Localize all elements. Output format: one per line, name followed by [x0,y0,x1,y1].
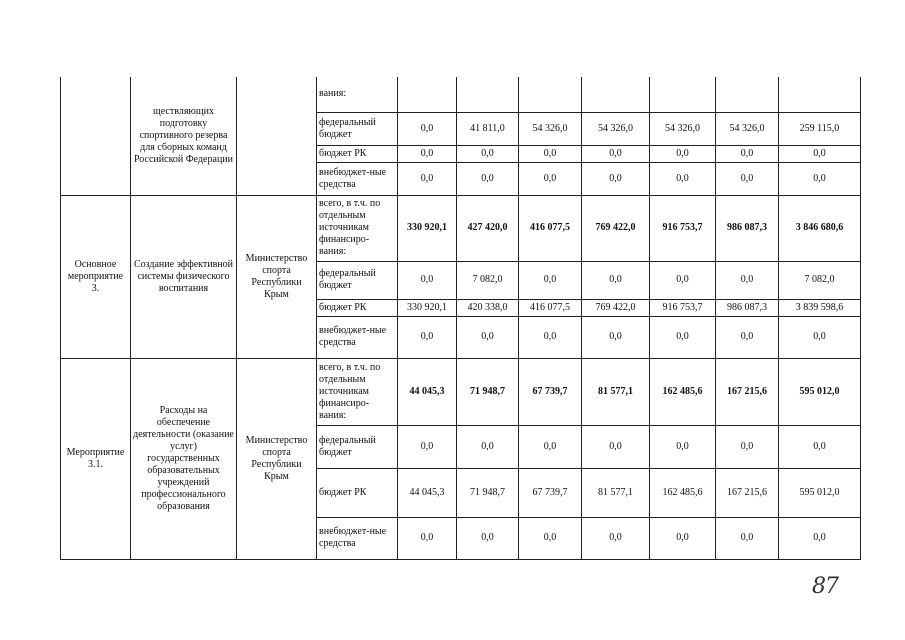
handwritten-page-number: 87 [812,574,838,599]
value-cell: 0,0 [650,162,716,195]
value-cell: 0,0 [779,517,861,559]
value-cell: 595 012,0 [779,468,861,517]
value-cell: 0,0 [457,316,519,358]
source-cell: внебюджет-ные средства [317,316,398,358]
value-cell: 0,0 [716,261,779,299]
value-cell: 0,0 [582,145,650,162]
value-cell: 595 012,0 [779,358,861,425]
value-cell: 420 338,0 [457,299,519,316]
executor-cell [237,77,317,195]
source-cell: бюджет РК [317,145,398,162]
source-cell: всего, в т.ч. по отдельным источникам финансиро-вания: [317,358,398,425]
value-cell: 0,0 [398,145,457,162]
value-cell: 330 920,1 [398,195,457,261]
value-cell [779,77,861,112]
value-cell: 0,0 [519,316,582,358]
value-cell: 0,0 [650,261,716,299]
value-cell: 986 087,3 [716,299,779,316]
value-cell: 67 739,7 [519,468,582,517]
value-cell: 0,0 [650,145,716,162]
value-cell: 0,0 [716,145,779,162]
executor-cell: Министерство спорта Республики Крым [237,358,317,559]
source-cell: внебюджет-ные средства [317,517,398,559]
item-cell: Основное мероприятие 3. [61,195,131,358]
value-cell [716,77,779,112]
value-cell: 0,0 [398,261,457,299]
value-cell: 427 420,0 [457,195,519,261]
value-cell [398,77,457,112]
source-cell: вания: [317,77,398,112]
value-cell: 54 326,0 [582,112,650,145]
value-cell: 3 846 680,6 [779,195,861,261]
value-cell: 54 326,0 [650,112,716,145]
value-cell: 81 577,1 [582,358,650,425]
budget-table-body [61,77,861,559]
value-cell: 162 485,6 [650,358,716,425]
value-cell: 0,0 [457,162,519,195]
name-cell: ществляющих подготовку спортивного резерва для сборных команд Российской Федерации [131,77,237,195]
value-cell: 0,0 [457,425,519,468]
value-cell: 7 082,0 [457,261,519,299]
value-cell: 71 948,7 [457,358,519,425]
value-cell: 0,0 [779,162,861,195]
source-cell: всего, в т.ч. по отдельным источникам финансиро-вания: [317,195,398,261]
value-cell: 44 045,3 [398,358,457,425]
value-cell: 0,0 [519,517,582,559]
table-row [61,358,861,425]
value-cell: 162 485,6 [650,468,716,517]
value-cell: 0,0 [398,316,457,358]
table-row [61,77,861,112]
value-cell: 0,0 [398,517,457,559]
item-cell [61,77,131,195]
table-row [61,195,861,261]
value-cell: 0,0 [650,425,716,468]
value-cell: 0,0 [716,162,779,195]
value-cell: 0,0 [650,517,716,559]
value-cell: 3 839 598,6 [779,299,861,316]
value-cell: 0,0 [582,316,650,358]
item-cell: Мероприятие 3.1. [61,358,131,559]
value-cell: 0,0 [716,425,779,468]
value-cell: 0,0 [519,261,582,299]
source-cell: федеральный бюджет [317,425,398,468]
source-cell: внебюджет-ные средства [317,162,398,195]
source-cell: федеральный бюджет [317,261,398,299]
value-cell: 0,0 [582,517,650,559]
value-cell [457,77,519,112]
source-cell: бюджет РК [317,299,398,316]
value-cell [519,77,582,112]
value-cell: 54 326,0 [519,112,582,145]
value-cell: 0,0 [582,162,650,195]
value-cell: 0,0 [650,316,716,358]
value-cell: 0,0 [582,425,650,468]
value-cell: 0,0 [398,162,457,195]
value-cell: 167 215,6 [716,358,779,425]
value-cell: 916 753,7 [650,299,716,316]
value-cell: 71 948,7 [457,468,519,517]
value-cell: 416 077,5 [519,195,582,261]
value-cell: 67 739,7 [519,358,582,425]
value-cell: 81 577,1 [582,468,650,517]
budget-table [60,77,861,560]
value-cell: 769 422,0 [582,299,650,316]
value-cell: 259 115,0 [779,112,861,145]
value-cell: 54 326,0 [716,112,779,145]
value-cell: 0,0 [582,261,650,299]
value-cell: 0,0 [457,145,519,162]
value-cell: 0,0 [519,425,582,468]
value-cell: 986 087,3 [716,195,779,261]
value-cell: 44 045,3 [398,468,457,517]
source-cell: федеральный бюджет [317,112,398,145]
executor-cell: Министерство спорта Республики Крым [237,195,317,358]
value-cell: 0,0 [716,517,779,559]
value-cell [650,77,716,112]
value-cell: 916 753,7 [650,195,716,261]
value-cell: 0,0 [398,425,457,468]
value-cell: 769 422,0 [582,195,650,261]
value-cell: 0,0 [457,517,519,559]
source-cell: бюджет РК [317,468,398,517]
value-cell: 41 811,0 [457,112,519,145]
value-cell: 330 920,1 [398,299,457,316]
name-cell: Расходы на обеспечение деятельности (оказание услуг) государственных образовательных учреждений профессионального образования [131,358,237,559]
name-cell: Создание эффективной системы физического воспитания [131,195,237,358]
value-cell: 0,0 [398,112,457,145]
value-cell: 0,0 [519,162,582,195]
value-cell [582,77,650,112]
value-cell: 0,0 [716,316,779,358]
value-cell: 416 077,5 [519,299,582,316]
value-cell: 0,0 [779,316,861,358]
value-cell: 7 082,0 [779,261,861,299]
value-cell: 167 215,6 [716,468,779,517]
value-cell: 0,0 [779,145,861,162]
value-cell: 0,0 [519,145,582,162]
value-cell: 0,0 [779,425,861,468]
